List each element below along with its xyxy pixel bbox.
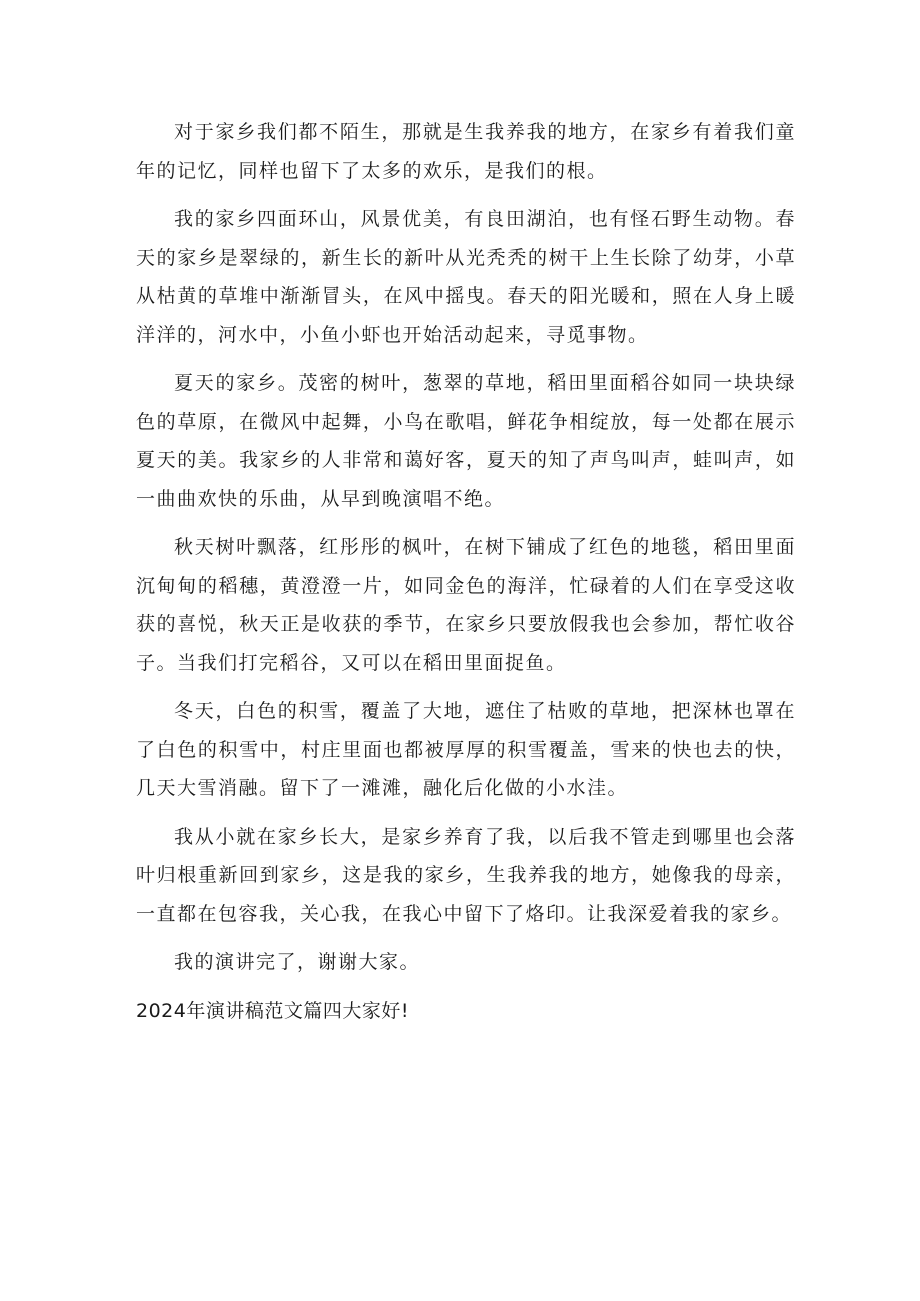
paragraph-spring: 我的家乡四面环山，风景优美，有良田湖泊，也有怪石野生动物。春天的家乡是翠绿的，新生长的新叶从光秃秃的树干上生长除了幼芽，小草从枯黄的草堆中渐渐冒头，在风中摇曳。春天的阳光暖和，照在人身上暖洋洋的，河水中，小鱼小虾也开始活动起来，寻觅事物。 [136, 208, 796, 346]
paragraph-winter: 冬天，白色的积雪，覆盖了大地，遮住了枯败的草地，把深林也罩在了白色的积雪中，村庄里面也都被厚厚的积雪覆盖，雪来的快也去的快，几天大雪消融。留下了一滩滩，融化后化做的小水洼。 [136, 700, 796, 799]
paragraph-closing: 我的演讲完了，谢谢大家。 [174, 951, 421, 973]
paragraph-autumn: 秋天树叶飘落，红彤彤的枫叶，在树下铺成了红色的地毯，稻田里面沉甸甸的稻穗，黄澄澄一片，如同金色的海洋，忙碌着的人们在享受这收获的喜悦，秋天正是收获的季节，在家乡只要放假我也会参加，帮忙收谷子。当我们打完稻谷，又可以在稻田里面捉鱼。 [136, 536, 796, 674]
paragraph-conclusion: 我从小就在家乡长大，是家乡养育了我，以后我不管走到哪里也会落叶归根重新回到家乡，这是我的家乡，生我养我的地方，她像我的母亲，一直都在包容我，关心我，在我心中留下了烙印。让我深爱着我的家乡。 [136, 825, 796, 925]
document-body [136, 113, 796, 1030]
paragraph-summer: 夏天的家乡。茂密的树叶，葱翠的草地，稻田里面稻谷如同一块块绿色的草原，在微风中起舞，小鸟在歌唱，鲜花争相绽放，每一处都在展示夏天的美。我家乡的人非常和蔼好客，夏天的知了声鸟叫声，蛙叫声，如一曲曲欢快的乐曲，从早到晚演唱不绝。 [136, 372, 796, 510]
paragraph-hometown-intro: 对于家乡我们都不陌生，那就是生我养我的地方，在家乡有着我们童年的记忆，同样也留下了太多的欢乐，是我们的根。 [136, 121, 796, 182]
section-heading: 2024年演讲稿范文篇四大家好! [136, 999, 409, 1022]
